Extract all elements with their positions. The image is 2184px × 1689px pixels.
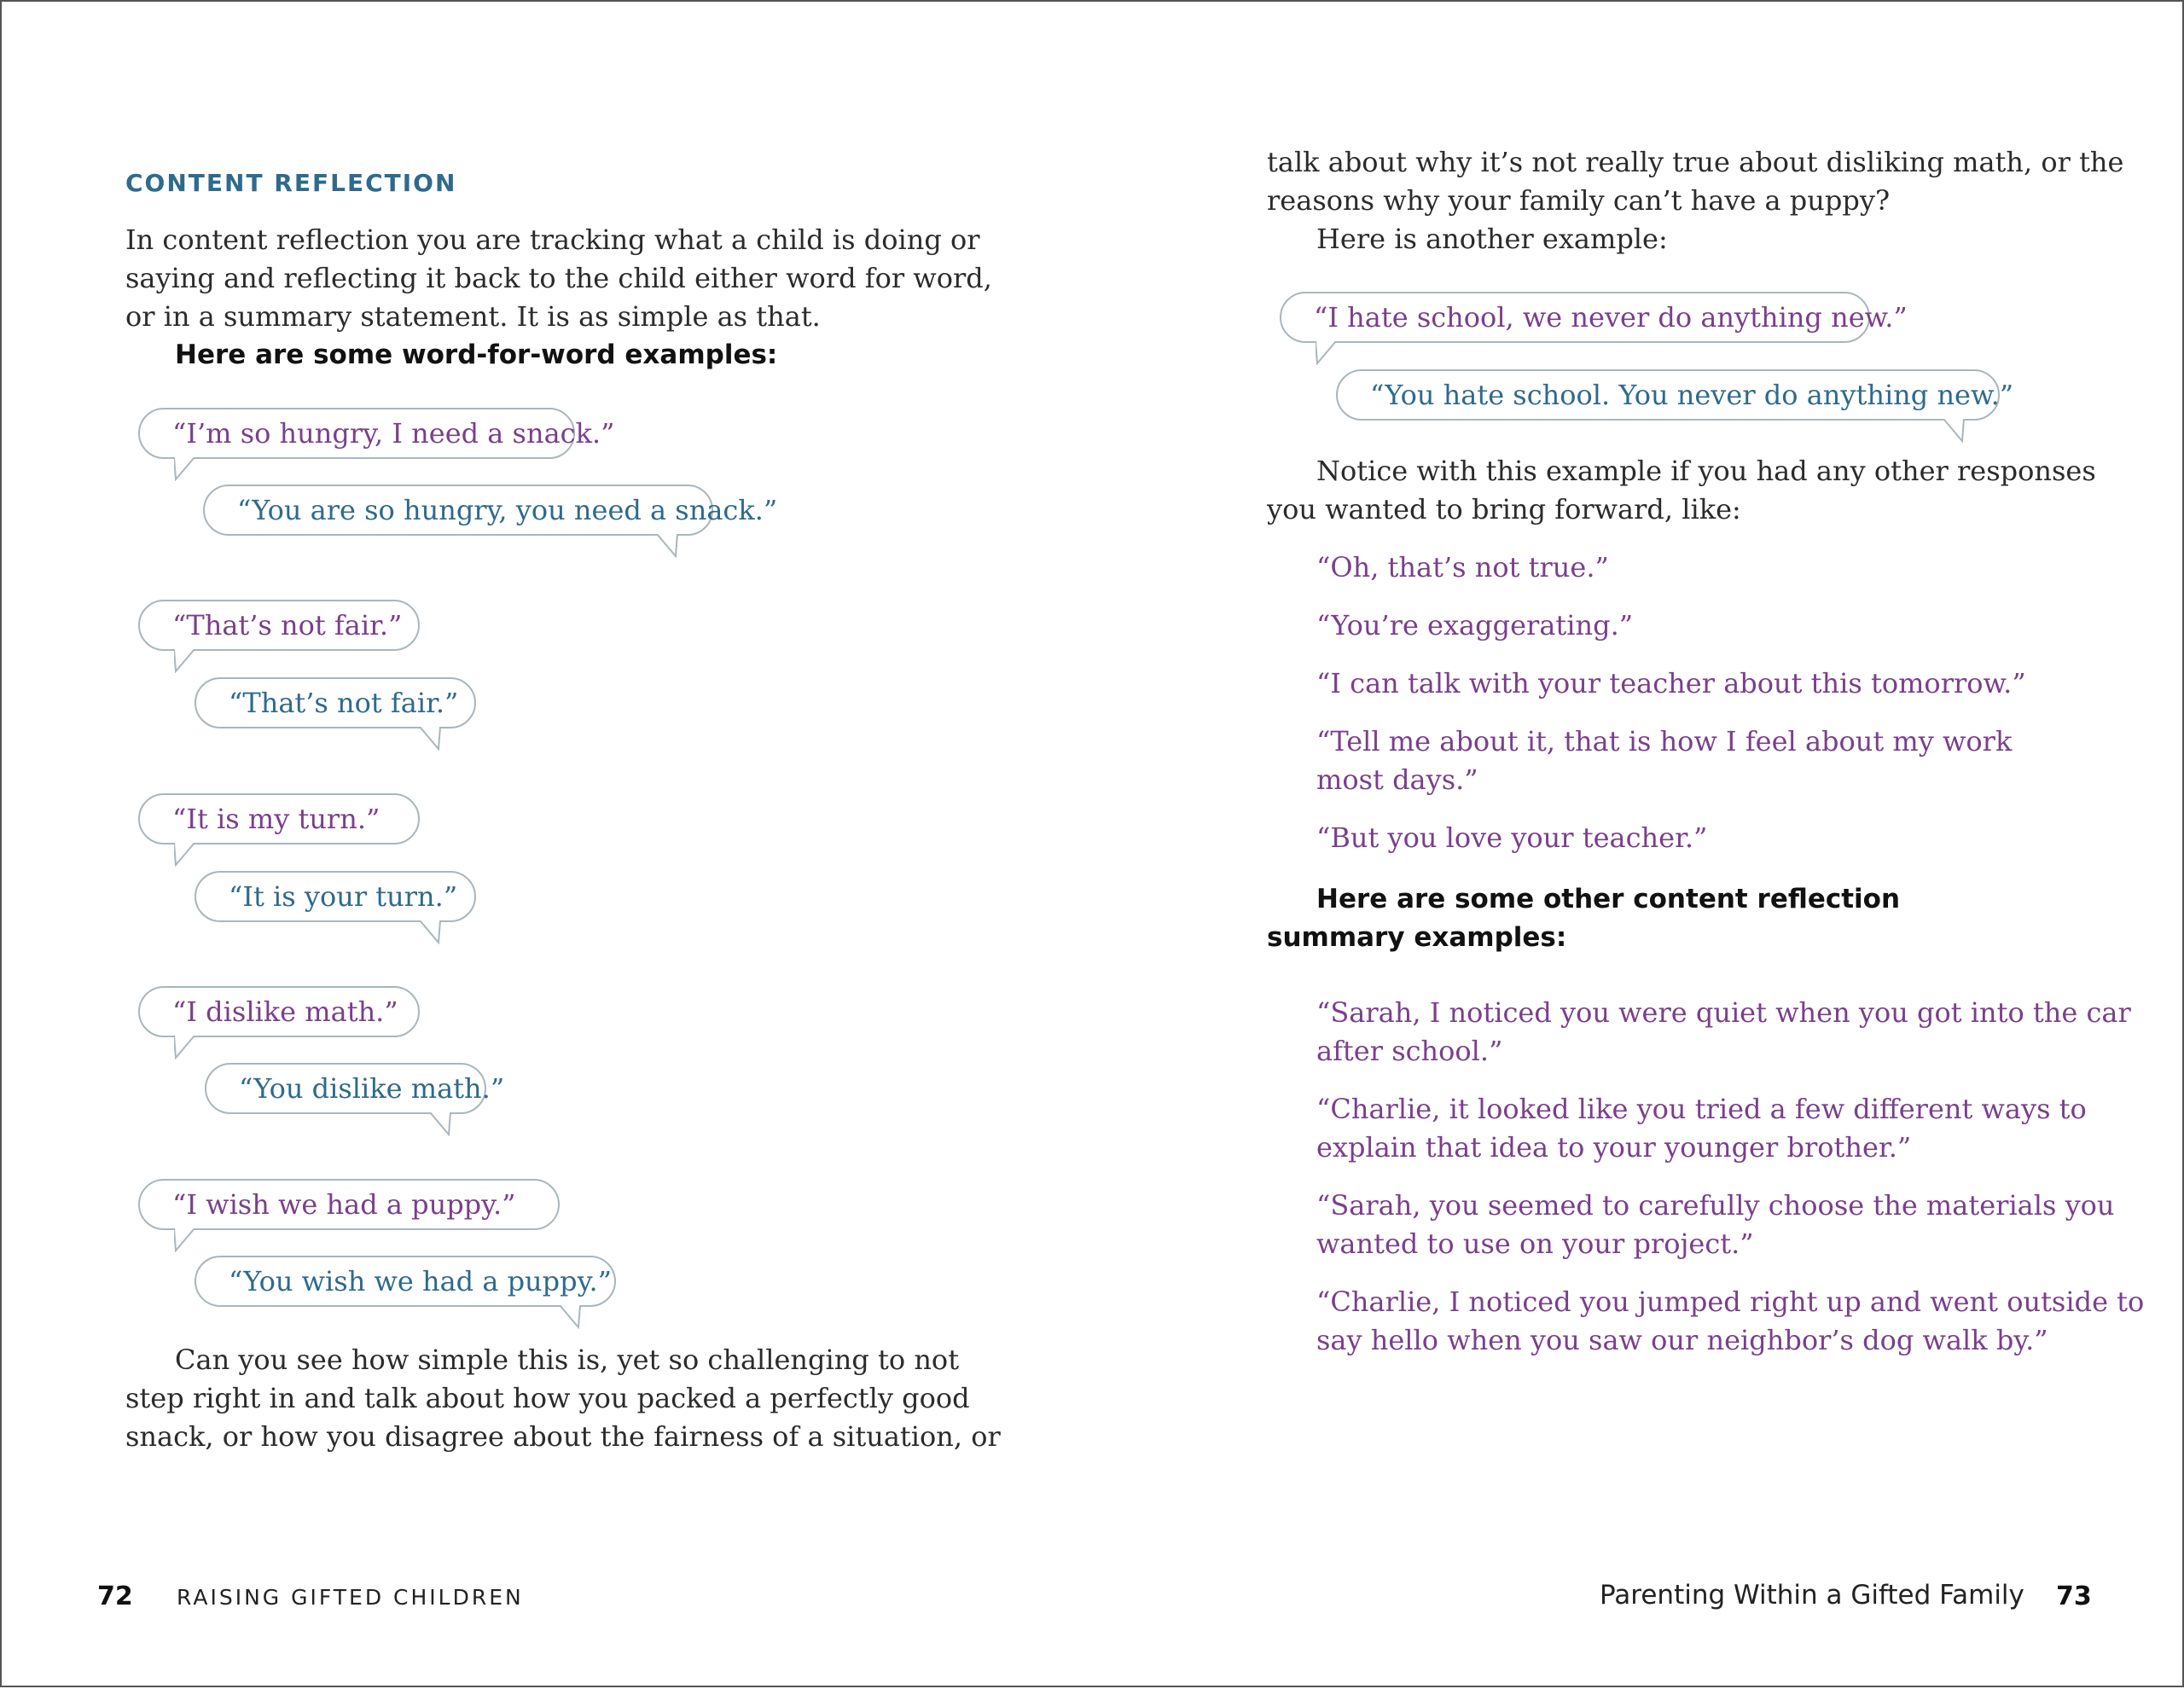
bubble-text: “I hate school, we never do anything new.” [1314,301,1908,334]
bubble-text: “You wish we had a puppy.” [229,1265,612,1297]
closing-line: Can you see how simple this is, yet so challenging to not [175,1344,960,1376]
summary-example [1316,994,2131,1071]
summary-line: “Charlie, it looked like you tried a few different ways to [1316,1093,2087,1125]
continuation-line: talk about why it’s not really true about disliking math, or the [1267,146,2124,178]
bubble-tail-icon [174,457,200,481]
another-example-line: Here is another example: [1316,223,1668,255]
page-number-right: 73 [2056,1582,2092,1611]
bubble-tail-icon [174,1036,200,1059]
summary-example [1316,1090,2087,1167]
bubble-text: “I’m so hungry, I need a snack.” [172,417,615,450]
notice-paragraph [1267,452,2096,529]
parent-speech-bubble [1336,369,2014,421]
response-item: “Oh, that’s not true.” [1316,551,1609,583]
closing-line: snack, or how you disagree about the fairness of a situation, or [125,1420,1001,1453]
child-speech-bubble [138,986,420,1037]
page-number-left: 72 [97,1582,133,1611]
bubble-tail-icon [556,1305,582,1329]
bubble-text: “It is my turn.” [172,803,380,835]
summary-line: wanted to use on your project.” [1316,1228,1754,1260]
bubble-tail-icon [653,534,679,558]
bubble-tail-icon [1940,419,1966,443]
response-item [1316,723,2012,799]
right-page [1094,2,2184,1689]
bubble-text: “It is your turn.” [229,880,458,913]
parent-speech-bubble [195,871,476,922]
parent-speech-bubble [195,1256,616,1307]
summary-line: “Sarah, you seemed to carefully choose the materials you [1316,1189,2115,1222]
response-item: “You’re exaggerating.” [1316,609,1634,641]
section-heading: CONTENT REFLECTION [125,169,457,197]
parent-speech-bubble [203,485,778,536]
child-speech-bubble [138,600,420,651]
intro-line: saying and reflecting it back to the child either word for word, [125,262,992,294]
summary-example [1316,1187,2115,1263]
child-speech-bubble [1280,292,1908,343]
summary-line: after school.” [1316,1035,1503,1067]
response-item: “I can talk with your teacher about this tomorrow.” [1316,667,2026,699]
summary-line: “Charlie, I noticed you jumped right up and went outside to [1316,1286,2145,1318]
running-head-right: Parenting Within a Gifted Family [1600,1580,2024,1611]
bubble-text: “You are so hungry, you need a snack.” [237,494,778,526]
intro-paragraph [125,221,992,336]
running-head-left: RAISING GIFTED CHILDREN [177,1585,524,1610]
notice-line: Notice with this example if you had any other responses [1316,455,2096,487]
examples-lead: Here are some word-for-word examples: [175,340,778,370]
closing-line: step right in and talk about how you packed a perfectly good [125,1382,970,1414]
continuation-paragraph [1267,143,2123,258]
parent-speech-bubble [195,677,476,728]
child-speech-bubble [138,408,615,459]
summary-lead-line: Here are some other content reflection [1316,884,1901,914]
bubble-tail-icon [416,920,442,944]
bubble-tail-icon [1316,341,1341,365]
bubble-text: “That’s not fair.” [172,609,403,641]
child-speech-bubble [138,793,420,844]
summary-lead [1267,880,1901,957]
bubble-tail-icon [174,843,200,867]
bubble-text: “That’s not fair.” [229,687,459,719]
summary-line: “Sarah, I noticed you were quiet when you got into the car [1316,996,2131,1029]
bubble-tail-icon [416,727,442,751]
left-page [2,2,1094,1689]
response-line: most days.” [1316,763,1478,796]
response-line: “Tell me about it, that is how I feel about my work [1316,725,2013,757]
summary-example [1316,1283,2144,1360]
bubble-tail-icon [427,1112,452,1136]
bubble-text: “I wish we had a puppy.” [172,1188,516,1221]
summary-lead-line: summary examples: [1267,922,1567,953]
parent-speech-bubble [205,1063,505,1114]
summary-line: explain that idea to your younger brother.” [1316,1131,1912,1164]
bubble-tail-icon [174,649,200,673]
child-speech-bubble [138,1179,560,1230]
summary-line: say hello when you saw our neighbor’s dog walk by.” [1316,1324,2048,1356]
intro-line: or in a summary statement. It is as simple as that. [125,300,821,333]
notice-line: you wanted to bring forward, like: [1267,493,1741,525]
closing-paragraph [125,1341,1001,1456]
bubble-tail-icon [174,1228,200,1252]
intro-line: In content reflection you are tracking what a child is doing or [125,223,980,256]
bubble-text: “I dislike math.” [172,995,398,1028]
response-item: “But you love your teacher.” [1316,821,1708,854]
bubble-text: “You hate school. You never do anything new.” [1370,379,2014,411]
continuation-line: reasons why your family can’t have a puppy? [1267,184,1891,217]
bubble-text: “You dislike math.” [239,1072,505,1105]
